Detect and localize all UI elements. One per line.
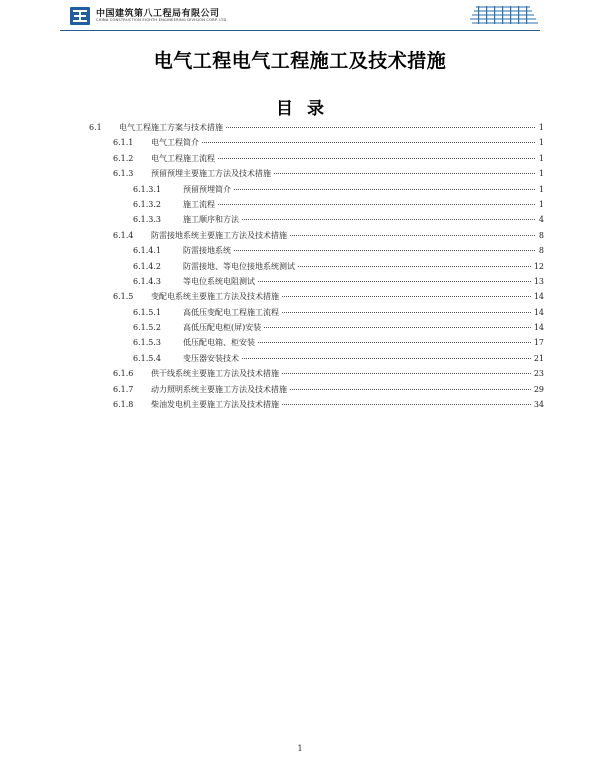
toc-entry-number: 6.1 — [89, 123, 102, 132]
toc-entry-title: 动力照明系统主要施工方法及技术措施 — [151, 384, 287, 394]
toc-dot-leader — [234, 249, 535, 251]
toc-entry-page: 14 — [533, 323, 544, 333]
document-title: 电气工程电气工程施工及技术措施 — [153, 50, 447, 72]
company-logo-icon — [70, 7, 90, 25]
toc-entry-page: 1 — [538, 199, 544, 209]
toc-entry-page: 13 — [533, 276, 544, 286]
toc-heading: 目录 — [276, 99, 338, 119]
toc-entry-page: 1 — [538, 169, 544, 179]
toc-entry[interactable] — [89, 353, 544, 368]
toc-entry[interactable] — [89, 261, 544, 276]
toc-dot-leader — [282, 295, 531, 297]
toc-dot-leader — [298, 265, 531, 267]
toc-entry-number: 6.1.5.2 — [133, 323, 161, 333]
toc-entry-page: 4 — [538, 215, 544, 225]
toc-entry-page: 29 — [533, 384, 544, 394]
toc-entry-page: 17 — [533, 338, 544, 348]
toc-entry-page: 34 — [533, 400, 544, 410]
toc-dot-leader — [202, 141, 535, 143]
toc-entry-title: 预留预埋主要施工方法及技术措施 — [151, 169, 271, 179]
toc-entry-title: 低压配电箱、柜安装 — [183, 338, 255, 348]
toc-entry-title: 施工流程 — [183, 199, 215, 209]
toc-dot-leader — [290, 234, 535, 236]
building-skyline-icon — [470, 5, 540, 27]
toc-entry[interactable] — [89, 368, 544, 383]
table-of-contents — [89, 122, 544, 414]
toc-entry[interactable] — [89, 199, 544, 214]
toc-entry-number: 6.1.2 — [113, 153, 134, 163]
toc-entry-title: 电气工程简介 — [151, 138, 199, 148]
page-header — [60, 3, 540, 29]
toc-entry-page: 12 — [533, 261, 544, 271]
toc-entry-title: 预留预埋简介 — [183, 184, 231, 194]
toc-entry-page: 23 — [533, 369, 544, 379]
toc-entry-title: 施工顺序和方法 — [183, 215, 239, 225]
toc-entry[interactable] — [89, 337, 544, 352]
toc-entry-number: 6.1.5 — [113, 292, 134, 302]
toc-entry-page: 1 — [538, 123, 544, 132]
toc-dot-leader — [290, 388, 531, 390]
toc-dot-leader — [274, 172, 535, 174]
toc-dot-leader — [242, 218, 535, 220]
toc-entry[interactable] — [89, 322, 544, 337]
toc-entry-number: 6.1.7 — [113, 384, 134, 394]
toc-entry-page: 1 — [538, 138, 544, 148]
toc-entry-number: 6.1.6 — [113, 369, 134, 379]
toc-entry[interactable] — [89, 276, 544, 291]
toc-entry[interactable] — [89, 153, 544, 168]
toc-entry[interactable] — [89, 184, 544, 199]
toc-entry-number: 6.1.3.2 — [133, 199, 161, 209]
toc-entry-page: 14 — [533, 292, 544, 302]
toc-entry[interactable] — [89, 384, 544, 399]
toc-entry-number: 6.1.5.1 — [133, 307, 161, 317]
toc-dot-leader — [282, 311, 531, 313]
toc-dot-leader — [234, 188, 535, 190]
toc-entry-title: 高低压变配电工程施工流程 — [183, 307, 279, 317]
toc-entry-number: 6.1.4.1 — [133, 246, 161, 256]
toc-entry-title: 高低压配电柜(屏)安装 — [183, 323, 262, 333]
toc-entry-title: 等电位系统电阻测试 — [183, 276, 255, 286]
toc-entry[interactable] — [89, 399, 544, 414]
toc-entry-number: 6.1.8 — [113, 400, 134, 410]
toc-dot-leader — [258, 280, 531, 282]
toc-entry-page: 14 — [533, 307, 544, 317]
toc-entry-number: 6.1.3 — [113, 169, 134, 179]
toc-entry-number: 6.1.3.1 — [133, 184, 161, 194]
toc-entry-title: 变压器安装技术 — [183, 353, 239, 363]
toc-entry-number: 6.1.5.4 — [133, 353, 161, 363]
toc-entry-number: 6.1.5.3 — [133, 338, 161, 348]
toc-entry-title: 供干线系统主要施工方法及技术措施 — [151, 369, 279, 379]
toc-entry-title: 防雷接地系统主要施工方法及技术措施 — [151, 230, 287, 240]
toc-entry-page: 21 — [533, 353, 544, 363]
toc-entry-number: 6.1.3.3 — [133, 215, 161, 225]
toc-dot-leader — [218, 157, 535, 159]
toc-entry[interactable] — [89, 122, 544, 137]
toc-dot-leader — [282, 403, 531, 405]
page-number: 1 — [297, 744, 303, 753]
toc-entry-number: 6.1.4 — [113, 230, 134, 240]
toc-entry[interactable] — [89, 291, 544, 306]
toc-entry[interactable] — [89, 307, 544, 322]
toc-entry[interactable] — [89, 168, 544, 183]
toc-entry[interactable] — [89, 214, 544, 229]
toc-entry-title: 电气工程施工方案与技术措施 — [119, 123, 223, 132]
toc-entry[interactable] — [89, 137, 544, 152]
toc-entry-number: 6.1.4.2 — [133, 261, 161, 271]
header-divider — [60, 30, 540, 31]
toc-dot-leader — [226, 126, 535, 128]
company-name-zh: 中国建筑第八工程局有限公司 — [96, 9, 220, 19]
toc-entry-page: 8 — [538, 246, 544, 256]
toc-dot-leader — [258, 341, 531, 343]
toc-dot-leader — [218, 203, 535, 205]
toc-entry-title: 防雷接地系统 — [183, 246, 231, 256]
toc-entry-title: 防雷接地、等电位接地系统测试 — [183, 261, 295, 271]
toc-dot-leader — [242, 357, 531, 359]
company-name-en: CHINA CONSTRUCTION EIGHTH ENGINEERING DIVISION CORP. LTD — [96, 18, 227, 22]
toc-entry-page: 1 — [538, 184, 544, 194]
toc-entry-title: 变配电系统主要施工方法及技术措施 — [151, 292, 279, 302]
toc-dot-leader — [264, 326, 531, 328]
toc-entry-page: 1 — [538, 153, 544, 163]
toc-entry-number: 6.1.4.3 — [133, 276, 161, 286]
toc-dot-leader — [282, 372, 531, 374]
toc-entry[interactable] — [89, 230, 544, 245]
toc-entry-title: 电气工程施工流程 — [151, 153, 215, 163]
toc-entry-title: 柴油发电机主要施工方法及技术措施 — [151, 400, 279, 410]
toc-entry-number: 6.1.1 — [113, 138, 134, 148]
toc-entry-page: 8 — [538, 230, 544, 240]
toc-entry[interactable] — [89, 245, 544, 260]
